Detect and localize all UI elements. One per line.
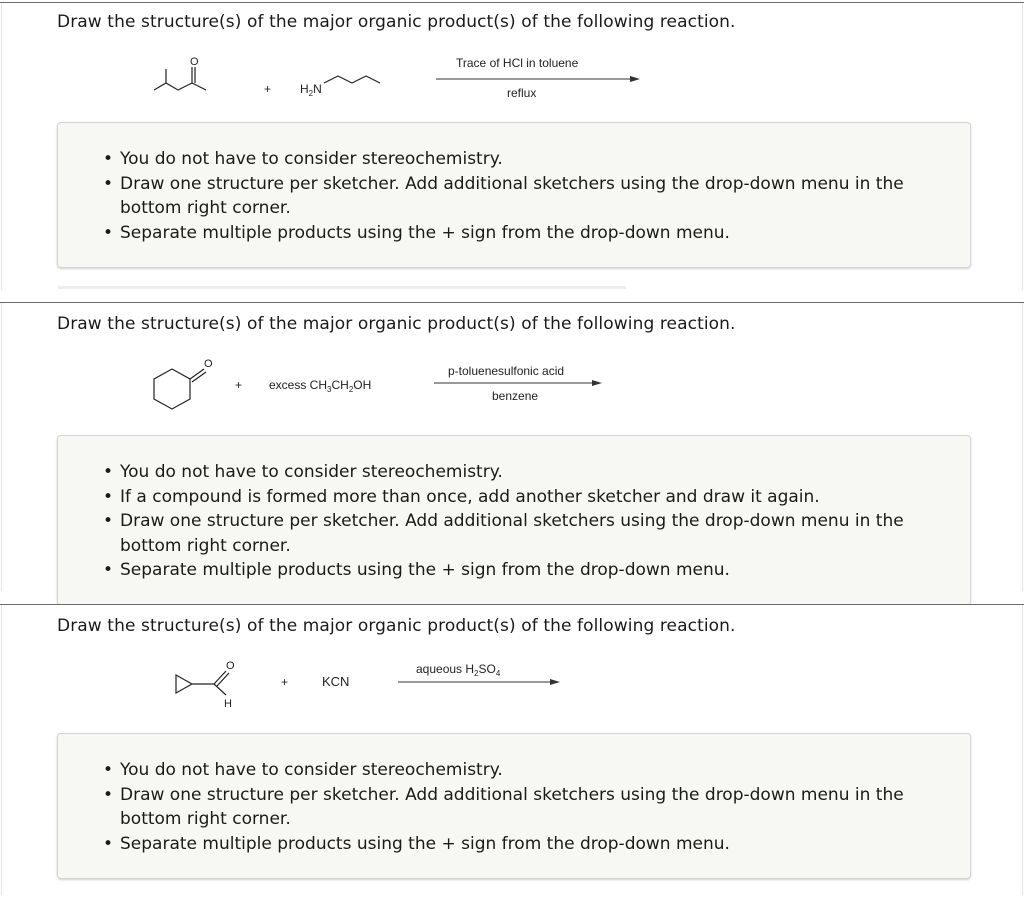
instruction-text: Separate multiple products using the + sign from the drop-down menu. [120, 222, 730, 243]
instructions-box [57, 435, 971, 605]
plus-sign: + [264, 82, 272, 96]
bullet: • [103, 149, 114, 169]
question-panel-2 [0, 303, 1024, 591]
instruction-text: Draw one structure per sketcher. Add additional sketchers using the drop-down menu in the bottom right corner. [120, 173, 904, 218]
bullet: • [103, 486, 114, 507]
instruction-text: If a compound is formed more than once, add another sketcher and draw it again. [120, 486, 820, 507]
reagent-kcn: KCN [322, 674, 350, 689]
instructions-box [57, 122, 971, 268]
plus-sign: + [281, 675, 289, 689]
condition-above: p-toluenesulfonic acid [448, 364, 565, 378]
reaction-scheme [140, 45, 660, 105]
reagent-sub1: 3 [327, 385, 332, 394]
reaction-scheme [160, 653, 580, 713]
reaction-drawing [160, 653, 580, 713]
condition-sub2: 4 [495, 669, 501, 678]
condition-below: benzene [492, 389, 539, 403]
bullet: • [103, 511, 114, 531]
instruction-item [58, 758, 970, 783]
instruction-text: You do not have to consider stereochemistry. [120, 149, 503, 169]
propyl-chain [324, 76, 380, 83]
instruction-item [58, 558, 970, 583]
instructions-list [58, 460, 970, 583]
reagent-tail: OH [353, 378, 372, 392]
amine-n: N [313, 82, 322, 96]
condition-above [416, 662, 501, 678]
bullet: • [103, 173, 114, 194]
question-prompt: Draw the structure(s) of the major organic product(s) of the following reaction. [57, 12, 736, 32]
instruction-item [58, 783, 970, 832]
instruction-text: You do not have to consider stereochemistry. [120, 760, 503, 780]
reaction-scheme [140, 351, 620, 417]
arrow-head [550, 679, 560, 685]
reaction-drawing [140, 45, 660, 105]
condition-prefix: aqueous H [416, 662, 475, 676]
condition-mid: SO [478, 662, 496, 676]
instruction-text: Separate multiple products using the + sign from the drop-down menu. [120, 833, 730, 854]
cyclopropyl-aldehyde-structure [176, 671, 229, 695]
instruction-item [58, 172, 970, 221]
condition-below: reflux [507, 86, 537, 100]
oxygen-atom-label: O [226, 660, 235, 672]
bullet: • [103, 560, 114, 580]
instruction-item [58, 832, 970, 857]
bullet: • [103, 760, 114, 780]
ethanol-label [269, 378, 371, 394]
instructions-list [58, 758, 970, 856]
instruction-item [58, 509, 970, 558]
hydrogen-atom-label: H [224, 698, 232, 710]
divider [58, 286, 626, 289]
arrow-head [630, 76, 640, 82]
condition-above: Trace of HCl in toluene [456, 56, 579, 70]
bullet: • [103, 222, 114, 243]
oxygen-atom-label: O [204, 358, 213, 370]
aldehyde-structure [154, 67, 206, 103]
instruction-text: You do not have to consider stereochemistry. [120, 462, 503, 482]
condition-sub1: 2 [474, 669, 479, 678]
oxygen-atom-label: O [190, 56, 199, 68]
instruction-item [58, 460, 970, 485]
bullet: • [103, 833, 114, 854]
reagent-prefix: excess CH [269, 378, 328, 392]
instruction-item [58, 147, 970, 172]
instructions-box [57, 733, 971, 879]
instruction-item [58, 221, 970, 246]
amine-h: H [300, 82, 309, 96]
amine-label [300, 82, 322, 98]
question-panel-3 [0, 605, 1024, 895]
reagent-mid: CH [331, 378, 349, 392]
reaction-drawing [140, 351, 620, 417]
question-prompt: Draw the structure(s) of the major organic product(s) of the following reaction. [57, 616, 736, 636]
instruction-text: Separate multiple products using the + sign from the drop-down menu. [120, 560, 730, 580]
arrow-head [592, 380, 602, 386]
instruction-text: Draw one structure per sketcher. Add additional sketchers using the drop-down menu in the bottom right corner. [120, 784, 904, 829]
plus-sign: + [235, 378, 243, 392]
bullet: • [103, 462, 114, 482]
cyclohexanone-structure [154, 369, 206, 409]
bullet: • [103, 784, 114, 805]
question-prompt: Draw the structure(s) of the major organic product(s) of the following reaction. [57, 314, 736, 334]
question-panel-1 [0, 3, 1024, 290]
instruction-item [58, 485, 970, 510]
instruction-text: Draw one structure per sketcher. Add additional sketchers using the drop-down menu in the bottom right corner. [120, 511, 904, 556]
instructions-list [58, 147, 970, 245]
reagent-sub2: 2 [348, 385, 354, 394]
amine-h-subscript: 2 [308, 89, 314, 98]
